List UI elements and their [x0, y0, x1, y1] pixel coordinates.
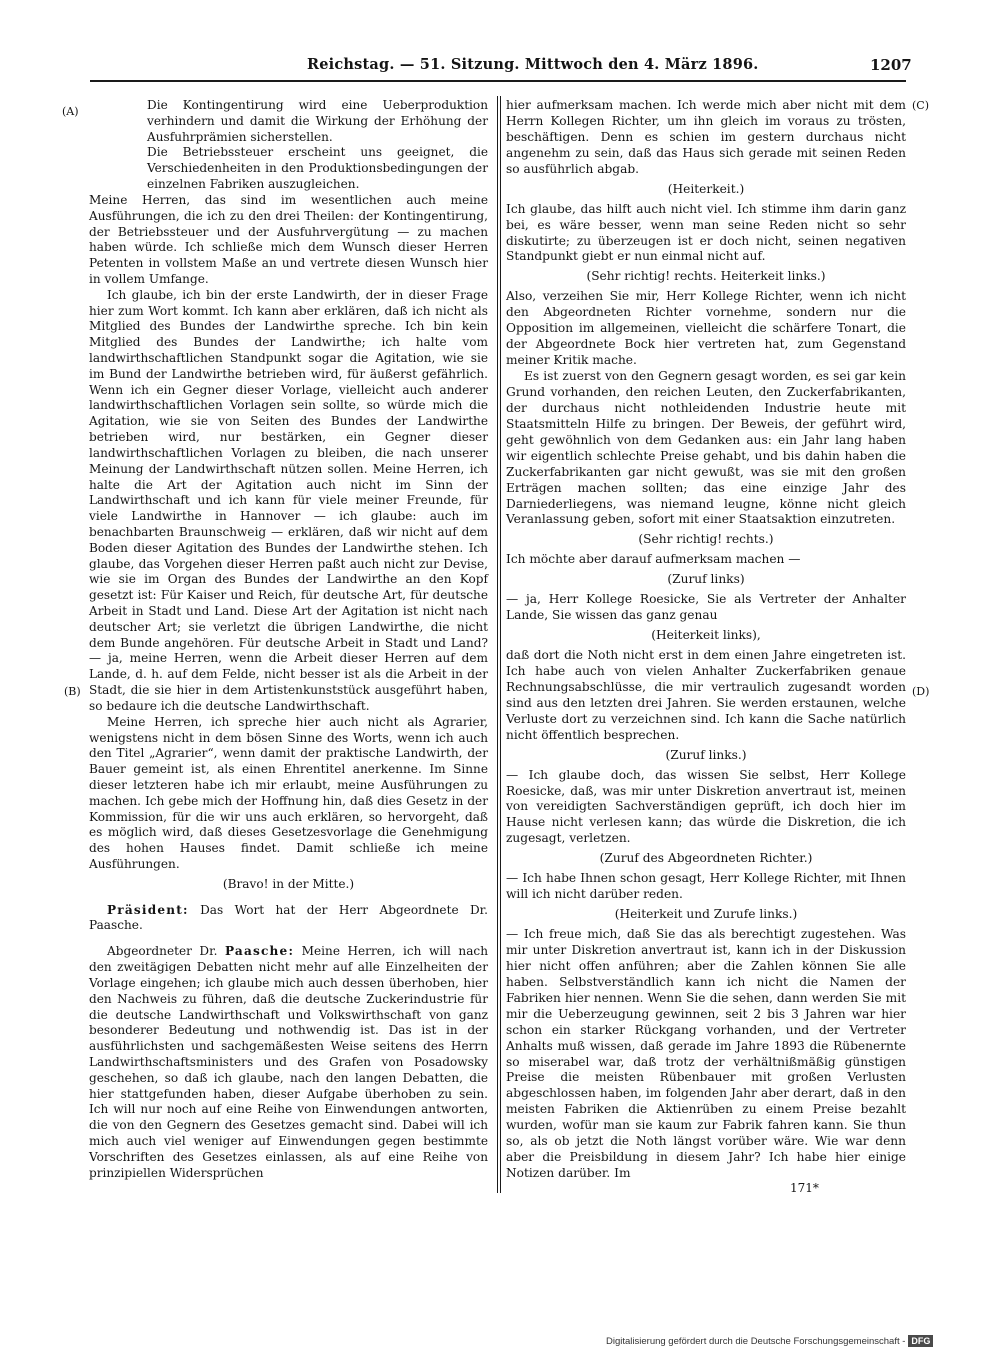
president-text: Das Wort hat der Herr Abgeordnete Dr. Paasche. [89, 902, 488, 933]
paragraph: — Ich habe Ihnen schon gesagt, Herr Kollege Richter, mit Ihnen will ich nicht darüber reden. [506, 871, 906, 902]
paragraph: — Ich freue mich, daß Sie das als berechtigt zugestehen. Was mir unter Diskretion anvertraut ist, kann ich in der Diskussion hier nicht offen anführen; aber die Zahlen können Sie alle haben. Selbstverständlich kann ich nicht die Namen der Fabriken hier nennen. Wenn Sie die sehen, dann werden Sie mit mir die Ueberzeugung gewinnen, seit 2 bis 3 Jahren war hier schon ein starker Rückgang vorhanden, und der Vertreter Anhalts muß wissen, daß gerade im Jahre 1893 die Rübenernte so miserabel war, daß trotz der verhältnißmäßig günstigen Preise die meisten Rübenbauer mit großen Verlusten abgeschlossen haben, im folgenden Jahr aber derart, daß in den meisten Fabriken die Aktienrüben zu einem Preise bezahlt wurden, wofür man sie kaum zur Fabrik fahren kann. Sie thun so, als ob jetzt die Noth längst vorüber wäre. Wie war denn aber die Preisbildung in diesem Jahr? Ich habe hier einige Notizen darüber. Im [506, 927, 906, 1181]
column-rule-middle-2 [500, 96, 501, 1193]
paragraph-text: Meine Herren, ich will nach den zweitägigen Debatten nicht mehr auf alle Einzelheiten der Vorlage eingehen; ich glaube mich auch dessen überhoben, hier den Nachweis zu führen, daß die deutsche Zuckerindustrie für die deutsche Landwirthschaft und Volkswirthschaft von ganz besonderer Bedeutung und nothwendig ist. Das ist in der ausführlichsten und sachgemäßesten Weise seitens des Herrn Landwirthschaftsministers und des Grafen von Posadowsky geschehen, so daß ich glaube, nach den langen Debatten, die hier stattgefunden haben, dieser Aufgabe überhoben zu sein. Ich will nur noch auf eine Reihe von Einwendungen antworten, die von den Gegnern des Gesetzes gemacht sind. Dabei will ich mich auch viel weniger auf Einwendungen gegen bestimmte Vorschriften des Gesetzes einlassen, als auf eine Reihe von prinzipiellen Widersprüchen [89, 944, 488, 1180]
paragraph: Ich glaube, das hilft auch nicht viel. Ich stimme ihm darin ganz bei, es wäre besser, wenn man seine Reden nicht so sehr diskutirte; zu überzeugen ist er doch nicht, seinen negativen Standpunkt giebt er nun einmal nicht auf. [506, 201, 906, 264]
interjection: (Zuruf links.) [665, 747, 747, 762]
speaker-name: Paasche: [224, 944, 295, 959]
running-header [0, 56, 1000, 80]
right-column [506, 98, 906, 1182]
interjection: (Sehr richtig! rechts.) [638, 532, 774, 547]
speaker-label: Präsident: [107, 902, 189, 917]
column-rule-middle [497, 96, 498, 1193]
interjection: (Heiterkeit und Zurufe links.) [614, 907, 798, 922]
paragraph: — Ich glaube doch, das wissen Sie selbst, Herr Kollege Roesicke, daß, was mir unter Diskretion anvertraut ist, meinen von vereidigten Sachverständigen geprüft, ich doch hier im Hause nicht verlesen kann; das würde die Diskretion, die ich zugesagt, verletzen. [506, 767, 906, 846]
paragraph: Ich glaube, ich bin der erste Landwirth, der in dieser Frage hier zum Wort kommt. Ich kann aber erklären, daß ich nicht als Mitglied des Bundes der Landwirthe spreche. Ich bin kein Mitglied des Bundes der Landwirthe; ich halte vom landwirthschaftlichen Standpunkt sogar die Agitation, wie sie im Bund der Landwirthe betrieben wird, für äußerst gefährlich. Wenn ich ein Gegner dieser Vorlage, vielleicht auch anderer landwirthschaftlichen Vorlagen sein sollte, so würde mich die Agitation, wie sie von Seiten des Bundes der Landwirthe betrieben wird, nur bestärken, ein Gegner dieser landwirthschaftlichen Vorlagen zu bleiben, die nach unserer Meinung der Landwirthschaft nützen sollen. Meine Herren, ich halte die Art der Agitation auch nicht im Sinn der Landwirthschaft und ich kann für viele meiner Freunde, für viele Landwirthe in Hannover — ich glaube: auch im benachbarten Braunschweig — erklären, daß wir nicht auf dem Boden dieser Agitation des Bundes der Landwirthe stehen. Ich glaube, das Vorgehen dieser Herren paßt auch nicht zur Devise, wie sie im Organ des Bundes der Landwirthe an den Kopf gesetzt ist: Für Kaiser und Reich, für deutsche Art, für deutsche Arbeit in Stadt und Land. Diese Art der Agitation ist nicht nach deutscher Art; sie verletzt die übrigen Landwirthe, die nicht dem Bunde angehören. Für deutsche Arbeit in Stadt und Land? — ja, meine Herren, wenn die Arbeit dieser Herren auf dem Lande, d. h. auf dem Felde, nicht besser ist als die Arbeit in der Stadt, die sie hier in dem Artistenkunststück ausgeführt haben, so bedaure ich die deutsche Landwirthschaft. [89, 287, 488, 713]
footer-text: Digitalisierung gefördert durch die Deutsche Forschungsgemeinschaft - [606, 1336, 906, 1347]
header-rule [90, 80, 906, 82]
paragraph: Die Kontingentirung wird eine Ueberproduktion verhindern und damit die Wirkung der Erhöhung der Ausfuhrprämien sicherstellen. [147, 98, 488, 144]
paragraph: Es ist zuerst von den Gegnern gesagt worden, es sei gar kein Grund vorhanden, den reichen Leuten, den Zuckerfabrikanten, der durchaus nicht nothleidenden Industrie heute mit Staatsmitteln Hilfe zu bringen. Der Beweis, der geführt wird, geht gewöhnlich von dem Gedanken aus: ein Jahr lang haben wir eigentlich schlechte Preise gehabt, und bis dahin haben die Zuckerfabrikanten gar nicht gewußt, was sie mit den großen Erträgen machen sollten; das eine einzige Jahr des Darniederliegens, was niemand leugne, könne nicht gleich Veranlassung geben, sofort mit einer Staatsaktion einzutreten. [506, 369, 906, 527]
paragraph: Meine Herren, ich spreche hier auch nicht als Agrarier, wenigstens nicht in dem bösen Sinne des Worts, wenn ich auch den Titel „Agrarier“, wenn damit der praktische Landwirth, der Bauer gemeint ist, als einen Ehrentitel anerkenne. Im Sinne dieser letzteren habe ich mir erlaubt, meine Ausführungen zu machen. Ich gebe mich der Hoffnung hin, daß dies Gesetz in der Kommission, für die wir uns auch erklären, so hervorgeht, daß es möglich wird, daß dieses Gesetzesvorlage die Genehmigung des hohen Hauses findet. Damit schließe ich meine Ausführungen. [89, 714, 488, 871]
president-statement [89, 903, 488, 935]
digitization-footer [606, 1335, 933, 1347]
paragraph: daß dort die Noth nicht erst in dem einen Jahre eingetreten ist. Ich habe auch von vielen Anhalter Zuckerfabriken genaue Rechnungsabschlüsse, die mir vertraulich zugesandt worden sind aus den letzten drei Jahren. Sie werden erstaunen, welche Verluste dort zu verzeichnen sind. Ich kann die Sache natürlich nicht öffentlich besprechen. [506, 648, 906, 742]
sheet-signature: 171* [790, 1181, 819, 1195]
paragraph [89, 944, 488, 1181]
margin-mark-b: (B) [64, 685, 81, 698]
paragraph: — ja, Herr Kollege Roesicke, Sie als Vertreter der Anhalter Lande, Sie wissen das ganz genau [506, 592, 906, 623]
paragraph: Ich möchte aber darauf aufmerksam machen — [506, 552, 801, 567]
interjection: (Heiterkeit links), [651, 628, 761, 643]
paragraph: Meine Herren, das sind im wesentlichen auch meine Ausführungen, die ich zu den drei Theilen: der Kontingentirung, der Betriebssteuer und der Ausfuhrvergütung — zu machen haben würde. Ich schließe mich dem Wunsch dieser Herren Petenten in vollstem Maße an und vertrete diesen Wunsch hier in vollem Umfange. [89, 192, 488, 286]
interjection: (Bravo! in der Mitte.) [222, 876, 355, 891]
left-column [89, 98, 488, 1181]
interjection: (Zuruf des Abgeordneten Richter.) [599, 851, 813, 866]
paragraph: Die Betriebssteuer erscheint uns geeignet, die Verschiedenheiten in den Produktionsbedingungen der einzelnen Fabriken auszugleichen. [147, 145, 488, 192]
margin-mark-c: (C) [912, 99, 929, 112]
interjection: (Sehr richtig! rechts. Heiterkeit links.) [586, 269, 826, 284]
header-title: Reichstag. — 51. Sitzung. Mittwoch den 4. März 1896. [307, 56, 759, 73]
paragraph: Also, verzeihen Sie mir, Herr Kollege Richter, wenn ich nicht den Abgeordneten Richter vornehme, sondern nur die Opposition im allgemeinen, vielleicht die schärfere Tonart, die der Abgeordnete Bock hier vertreten hat, zum Gegenstand meiner Kritik mache. [506, 289, 906, 368]
speaker-prefix: Abgeordneter Dr. [107, 944, 218, 959]
interjection: (Heiterkeit.) [667, 181, 745, 196]
page-number: 1207 [870, 56, 912, 74]
dfg-logo: DFG [908, 1335, 933, 1347]
margin-mark-a: (A) [62, 105, 79, 118]
paragraph: hier aufmerksam machen. Ich werde mich aber nicht mit dem Herrn Kollegen Richter, um ihn gleich im voraus zu trösten, beschäftigen. Denn es schien im gestern durchaus nicht angenehm zu sein, daß das Haus sich gerade mit seinen Reden so ausführlich abgab. [506, 98, 906, 176]
margin-mark-d: (D) [912, 685, 930, 698]
interjection: (Zuruf links) [667, 572, 745, 587]
